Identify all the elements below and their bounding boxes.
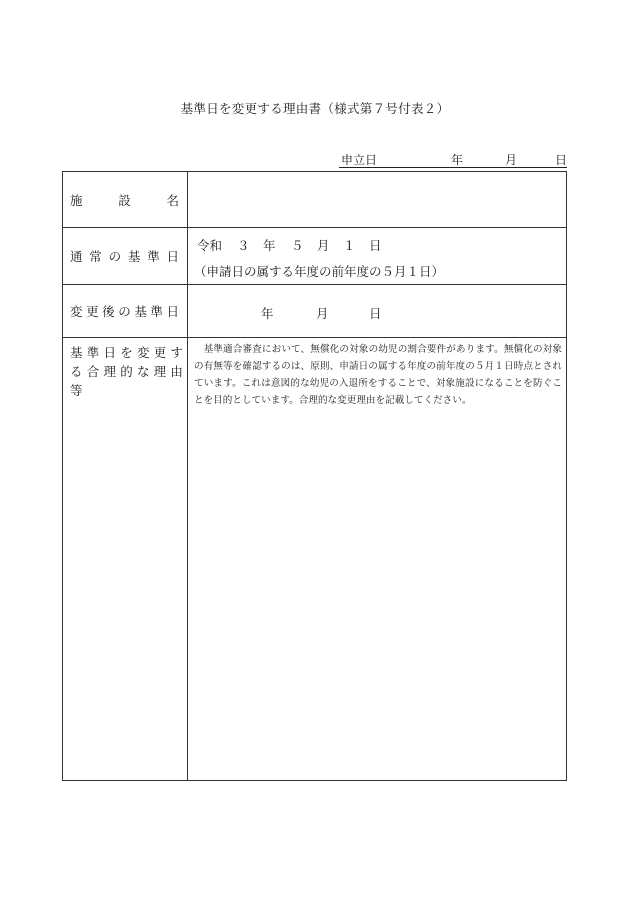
standard-date-row <box>63 228 567 285</box>
standard-date-day: 日 <box>369 238 382 253</box>
reason-instruction-note: 基準適合審査において、無償化の対象の幼児の割合要件があります。無償化の対象の有無等を確認するのは、原則、申請日の属する年度の前年度の５月１日時点とされています。これは意図的な幼児の入退所をすることで、対象施設になることを防ぐことを目的としています。合理的な変更理由を記載してください。 <box>194 344 562 406</box>
reason-form-table <box>62 171 567 781</box>
facility-name-field[interactable] <box>188 172 567 228</box>
standard-date-month-num: ５ <box>291 238 304 253</box>
changed-date-field[interactable] <box>188 285 567 338</box>
application-date-line[interactable] <box>339 151 567 168</box>
changed-date-year: 年 <box>261 306 274 321</box>
facility-row <box>63 172 567 228</box>
reason-text-field[interactable] <box>188 338 567 781</box>
standard-date-month: 月 <box>317 238 330 253</box>
application-date-label: 申立日 <box>341 153 378 167</box>
changed-date-day: 日 <box>369 306 382 321</box>
changed-date-label: 変 更 後 の 基 準 日 <box>63 285 188 338</box>
standard-date-era: 令和 <box>197 238 223 253</box>
changed-date-month: 月 <box>316 306 329 321</box>
document-title: 基準日を変更する理由書（様式第７号付表２） <box>180 101 450 116</box>
standard-date-year: 年 <box>263 238 276 253</box>
application-date-month: 月 <box>505 153 518 167</box>
standard-date-note: （申請日の属する年度の前年度の５月１日） <box>194 264 445 279</box>
reason-label: 基 準 日 を 変 更 す る 合 理 的 な 理 由 等 <box>63 338 188 781</box>
facility-label: 施 設 名 <box>63 172 188 228</box>
standard-date-value <box>188 228 567 285</box>
standard-date-year-num: ３ <box>237 238 250 253</box>
changed-date-row <box>63 285 567 338</box>
standard-date-day-num: １ <box>343 238 356 253</box>
standard-date-label: 通 常 の 基 準 日 <box>63 228 188 285</box>
application-date-day: 日 <box>555 153 568 167</box>
reason-row <box>63 338 567 781</box>
application-date-year: 年 <box>451 153 464 167</box>
